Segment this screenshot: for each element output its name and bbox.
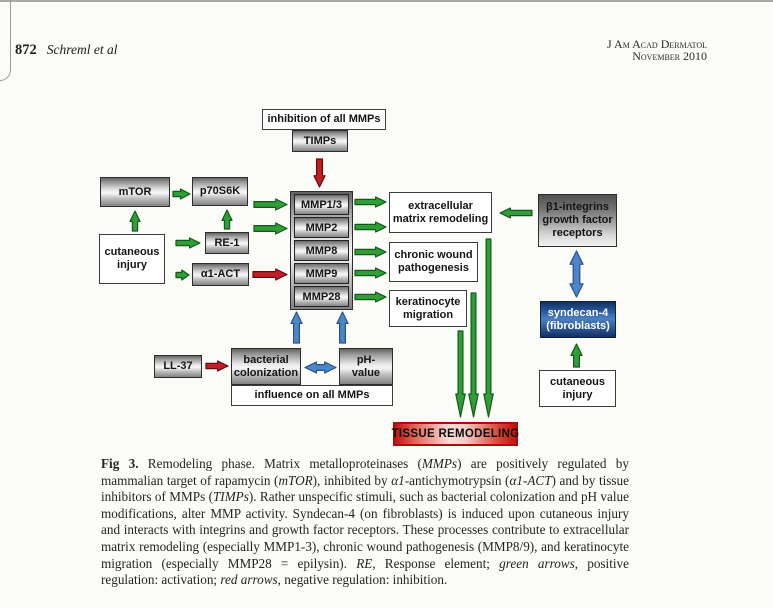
box-mmp2: MMP2 <box>294 217 349 238</box>
caption-segment: -antichymotrypsin ( <box>404 472 510 488</box>
ecm-to-tissue-arrow <box>483 238 494 418</box>
box-label: bacterial <box>243 353 289 366</box>
b1-syndecan-interaction-arrow <box>569 250 584 298</box>
caption-segment: green arrows <box>499 555 575 571</box>
mmp2-to-ecm-arrow <box>354 221 387 233</box>
box-label: RE-1 <box>214 236 240 249</box>
mmp8-to-cwp-arrow <box>354 246 387 258</box>
box-label: α1-ACT <box>200 268 241 280</box>
box-timps <box>292 130 348 152</box>
box-label: TIMPs <box>303 134 337 147</box>
caption-segment: , positive regulation: activation; <box>101 555 629 588</box>
box-label: pH- <box>356 353 376 366</box>
caption-segment: Fig 3. <box>101 456 139 471</box>
box-p70s6k <box>192 177 248 206</box>
caption-segment: red arrows <box>220 572 278 588</box>
caption-segment: TIMPs <box>212 489 249 505</box>
box-mmp-column <box>290 191 353 310</box>
box-influence-on-all-mmps <box>231 385 393 406</box>
caption-segment: , negative regulation: inhibition. <box>277 572 448 588</box>
caption-segment: ) are positively regulated by mammalian target of rapamycin ( <box>101 456 629 488</box>
box-label: β1-integrins <box>546 201 609 213</box>
box-label: cutaneous <box>104 246 160 258</box>
box-mtor <box>100 177 170 207</box>
cutaneous-to-mtor-arrow <box>129 210 141 232</box>
box-mmp9: MMP9 <box>294 263 349 284</box>
caption-segment: ). Rather unspecific stimuli, such as bacterial colonization and pH value modifications, alter MMP activity. Syndecan-4 (on fibroblasts) is induced upon cutaneous injury and interacts with integrins and growth factor receptors. These processes contribute to extracellular matrix remodeling (especially MMP1-3), chronic wound pathogenesis (MMP8/9), and keratinocyte migration (especially MMP28 = epilysin). <box>101 489 629 571</box>
box-label: receptors <box>552 227 603 239</box>
box-label: injury <box>117 259 147 271</box>
box-label: mTOR <box>118 185 152 198</box>
mmp9-to-cwp-arrow <box>354 267 387 279</box>
box-bacterial-colonization <box>231 348 301 385</box>
box-cutaneous-injury-right <box>539 370 616 407</box>
box-re-1 <box>205 232 249 254</box>
figure-caption <box>101 456 629 589</box>
cutaneous-to-a1act-arrow <box>175 269 190 281</box>
km-to-tissue-arrow <box>455 330 466 418</box>
box-label: LL-37 <box>163 360 193 372</box>
p70s6k-to-mmp13-arrow <box>253 198 288 211</box>
box-label: (fibroblasts) <box>546 319 610 332</box>
box-cutaneous-injury-left <box>99 234 165 284</box>
box-label: chronic wound <box>394 249 473 261</box>
bacterial-to-mmps-arrow <box>290 311 303 344</box>
re1-to-p70s6k-arrow <box>221 209 233 230</box>
caption-segment: α1-ACT <box>509 472 552 488</box>
cutaneous-to-syndecan-arrow <box>570 343 583 368</box>
box-tissue-remodeling <box>393 422 518 446</box>
mmp13-to-ecm-arrow <box>354 196 387 208</box>
b1-to-ecm-arrow <box>499 207 533 219</box>
cwp-to-tissue-arrow <box>468 292 479 418</box>
mtor-to-p70s6k-arrow <box>172 188 191 200</box>
box-b1-integrins-growth-factor-receptors <box>538 194 617 247</box>
box-label: growth factor <box>542 214 613 226</box>
page-number: 872 <box>15 42 37 58</box>
bacterial-ph-interaction-arrow <box>304 361 337 374</box>
caption-segment: MMPs <box>421 456 458 471</box>
a1act-to-mmp9-arrow <box>252 268 288 281</box>
re1-to-mmp2-arrow <box>253 222 288 235</box>
box-label: value <box>351 366 381 379</box>
mmp28-to-km-arrow <box>354 291 387 303</box>
box-inhibition-of-all-mmps <box>262 109 386 130</box>
authors: Schreml et al <box>46 42 118 57</box>
box-label: pathogenesis <box>398 262 469 274</box>
ph-to-mmps-arrow <box>336 311 349 344</box>
box-keratinocyte-migration <box>389 290 467 327</box>
caption-segment: Remodeling phase. Matrix metalloproteinases ( <box>138 456 422 471</box>
box-syndecan-4-fibroblasts <box>540 301 616 338</box>
caption-segment: , Response element; <box>372 555 500 571</box>
box-label: migration <box>402 308 454 321</box>
box-label: influence on all MMPs <box>254 389 370 401</box>
ll37-to-bacterial-arrow <box>205 360 229 372</box>
box-label: cutaneous <box>549 375 605 388</box>
journal-name: J Am Acad Dermatol <box>607 37 707 51</box>
box-label: injury <box>562 388 593 401</box>
journal-issue-date: November 2010 <box>632 49 707 63</box>
timps-to-mmps-arrow <box>313 158 326 188</box>
box-ll-37 <box>154 355 202 378</box>
caption-segment: ) and by tissue inhibitors of MMPs ( <box>101 472 629 505</box>
cutaneous-to-re1-arrow <box>175 237 201 249</box>
box-mmp28: MMP28 <box>294 286 349 307</box>
box-label: syndecan-4 <box>547 306 609 319</box>
caption-segment: mTOR <box>278 472 313 488</box>
caption-segment: ), inhibited by <box>312 472 392 488</box>
box-label: TISSUE REMODELING <box>391 427 520 440</box>
box-label: inhibition of all MMPs <box>267 113 381 125</box>
box-extracellular-matrix-remodeling <box>389 192 492 233</box>
box-chronic-wound-pathogenesis <box>389 242 478 282</box>
box-label: p70S6K <box>199 185 241 197</box>
caption-segment: α1 <box>391 472 405 488</box>
box-ph-value <box>339 348 393 385</box>
box-label: matrix remodeling <box>392 212 489 225</box>
box-label: colonization <box>233 366 299 379</box>
box-label: extracellular <box>408 199 473 212</box>
box-mmp8: MMP8 <box>294 240 349 261</box>
box-mmp13: MMP1/3 <box>294 194 349 215</box>
box-alpha1-act <box>192 263 249 286</box>
box-label: keratinocyte <box>395 295 461 308</box>
caption-segment: RE <box>356 555 373 571</box>
